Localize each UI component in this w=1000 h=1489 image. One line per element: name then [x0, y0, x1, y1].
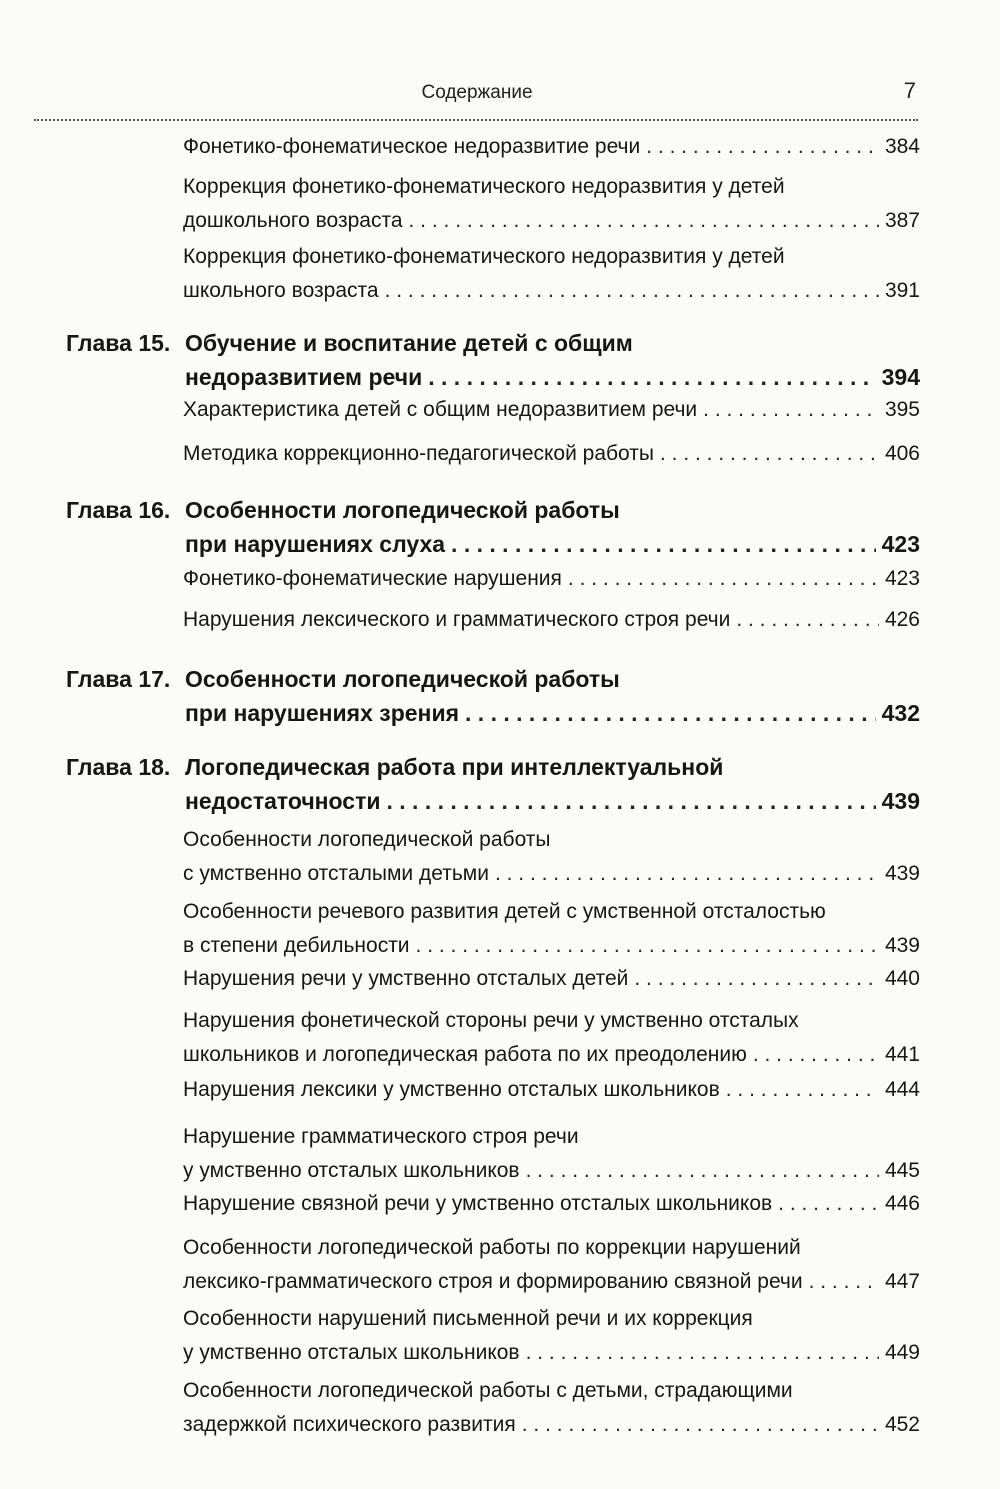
toc-page-number: 445 — [884, 1159, 920, 1182]
toc-page-number: 391 — [884, 279, 920, 302]
toc-section-entry — [183, 1004, 920, 1072]
toc-line — [185, 784, 920, 818]
toc-page-number: 447 — [884, 1270, 920, 1293]
toc-entry-title: Особенности логопедической работы с детьми, страдающими — [183, 1379, 793, 1402]
toc-line — [183, 603, 920, 637]
toc-entry-title: Нарушение грамматического строя речи — [183, 1125, 579, 1148]
toc-line — [183, 1073, 920, 1107]
toc-entry-title: недоразвитием речи — [185, 364, 423, 390]
toc-line — [183, 857, 920, 891]
toc-line — [183, 1154, 920, 1188]
chapter-title-block — [185, 493, 920, 561]
dot-leader — [736, 603, 879, 637]
toc-line — [183, 1408, 920, 1442]
toc-entry-title: с умственно отсталыми детьми — [183, 862, 489, 885]
toc-line — [185, 360, 920, 394]
header-rule — [34, 119, 918, 121]
toc-section-entry — [183, 895, 920, 963]
toc-entry-title: Особенности логопедической работы — [185, 497, 620, 523]
dot-leader — [495, 857, 879, 891]
toc-page-number: 423 — [884, 567, 920, 590]
dot-leader — [451, 527, 876, 561]
toc-line — [183, 1004, 920, 1038]
toc-line — [185, 750, 920, 784]
toc-chapter-entry — [66, 662, 920, 730]
dot-leader — [387, 784, 876, 818]
chapter-label: Глава 17. — [66, 666, 171, 692]
toc-line — [183, 130, 920, 164]
toc-entry-title: Особенности речевого развития детей с умственной отсталостью — [183, 900, 826, 923]
toc-section-entry — [183, 1073, 920, 1107]
toc-page-number: 439 — [884, 862, 920, 885]
toc-section-entry — [183, 1374, 920, 1442]
toc-entry-title: Нарушения лексики у умственно отсталых школьников — [183, 1078, 720, 1101]
dot-leader — [703, 393, 879, 427]
toc-entry-title: в степени дебильности — [183, 934, 410, 957]
toc-line — [183, 1374, 920, 1408]
toc-page-number: 444 — [884, 1078, 920, 1101]
dot-leader — [753, 1038, 879, 1072]
dot-leader — [634, 962, 879, 996]
toc-page-number: 446 — [884, 1192, 920, 1215]
toc-entry-title: при нарушениях зрения — [185, 700, 460, 726]
toc-section-entry — [183, 1302, 920, 1370]
toc-section-entry — [183, 562, 920, 596]
toc-entry-title: дошкольного возраста — [183, 209, 403, 232]
dot-leader — [522, 1408, 879, 1442]
dot-leader — [778, 1187, 879, 1221]
chapter-label: Глава 18. — [66, 754, 171, 780]
toc-line — [183, 1265, 920, 1299]
toc-line — [183, 562, 920, 596]
toc-entry-title: Нарушения фонетической стороны речи у умственно отсталых — [183, 1009, 799, 1032]
chapter-title-block — [185, 326, 920, 394]
toc-line — [183, 240, 920, 274]
dot-leader — [568, 562, 879, 596]
toc-line — [183, 823, 920, 857]
toc-page-number: 439 — [881, 788, 920, 814]
toc-page-number: 395 — [884, 398, 920, 421]
toc-entry-title: Нарушения лексического и грамматического строя речи — [183, 608, 731, 631]
toc-entry-title: Методика коррекционно-педагогической работы — [183, 442, 654, 465]
toc-line — [183, 962, 920, 996]
toc-section-entry — [183, 1120, 920, 1188]
dot-leader — [660, 437, 879, 471]
toc-line — [183, 170, 920, 204]
dot-leader — [428, 360, 875, 394]
toc-line — [183, 437, 920, 471]
toc-page-number: 452 — [884, 1413, 920, 1436]
toc-line — [183, 929, 920, 963]
dot-leader — [526, 1336, 879, 1370]
toc-page-number: 423 — [881, 531, 920, 557]
toc-entry-title: Фонетико-фонематическое недоразвитие речи — [183, 135, 641, 158]
toc-entry-title: у умственно отсталых школьников — [183, 1341, 520, 1364]
dot-leader — [809, 1265, 879, 1299]
toc-entry-title: Особенности логопедической работы — [183, 828, 551, 851]
toc-page-number: 387 — [884, 209, 920, 232]
toc-entry-title: Нарушения речи у умственно отсталых детей — [183, 967, 629, 990]
toc-page-number: 440 — [884, 967, 920, 990]
toc-line — [183, 1038, 920, 1072]
chapter-title-block — [185, 750, 920, 818]
dot-leader — [465, 696, 876, 730]
toc-page-number: 439 — [884, 934, 920, 957]
toc-page-number: 426 — [884, 608, 920, 631]
toc-entry-title: Особенности логопедической работы — [185, 666, 620, 692]
toc-section-entry — [183, 823, 920, 891]
toc-line — [185, 527, 920, 561]
toc-line — [183, 1120, 920, 1154]
toc-line — [183, 1336, 920, 1370]
toc-section-entry — [183, 240, 920, 308]
dot-leader — [726, 1073, 879, 1107]
toc-entry-title: недостаточности — [185, 788, 381, 814]
toc-section-entry — [183, 962, 920, 996]
toc-entry-title: лексико-грамматического строя и формированию связной речи — [183, 1270, 803, 1293]
chapter-title-block — [185, 662, 920, 730]
toc-line — [183, 204, 920, 238]
toc-entry-title: Особенности логопедической работы по коррекции нарушений — [183, 1236, 801, 1259]
running-header — [34, 78, 920, 112]
toc-line — [183, 274, 920, 308]
toc-page-number: 394 — [881, 364, 920, 390]
toc-section-entry — [183, 393, 920, 427]
toc-entry-title: у умственно отсталых школьников — [183, 1159, 520, 1182]
toc-page-number: 384 — [884, 135, 920, 158]
toc-section-entry — [183, 437, 920, 471]
toc-chapter-entry — [66, 326, 920, 394]
toc-entry-title: Коррекция фонетико-фонематического недоразвития у детей — [183, 175, 785, 198]
toc-section-entry — [183, 603, 920, 637]
toc-page-number: 441 — [884, 1043, 920, 1066]
dot-leader — [646, 130, 879, 164]
toc-entry-title: при нарушениях слуха — [185, 531, 446, 557]
toc-entry-title: Коррекция фонетико-фонематического недоразвития у детей — [183, 245, 785, 268]
dot-leader — [526, 1154, 879, 1188]
toc-page-number: 432 — [881, 700, 920, 726]
toc-entry-title: Нарушение связной речи у умственно отсталых школьников — [183, 1192, 773, 1215]
running-header-title: Содержание — [421, 82, 533, 103]
chapter-label: Глава 16. — [66, 497, 171, 523]
toc-entry-title: школьного возраста — [183, 279, 379, 302]
toc-section-entry — [183, 170, 920, 238]
toc-entry-title: Обучение и воспитание детей с общим — [185, 330, 633, 356]
toc-entry-title: задержкой психического развития — [183, 1413, 516, 1436]
toc-entry-title: школьников и логопедическая работа по их преодолению — [183, 1043, 747, 1066]
toc-line — [185, 696, 920, 730]
toc-line — [183, 1231, 920, 1265]
toc-line — [185, 493, 920, 527]
toc-chapter-entry — [66, 750, 920, 818]
toc-section-entry — [183, 130, 920, 164]
dot-leader — [416, 929, 879, 963]
toc-line — [183, 393, 920, 427]
toc-line — [183, 895, 920, 929]
toc-line — [185, 662, 920, 696]
toc-entry-title: Особенности нарушений письменной речи и их коррекция — [183, 1307, 753, 1330]
toc-section-entry — [183, 1231, 920, 1299]
toc-line — [185, 326, 920, 360]
toc-section-entry — [183, 1187, 920, 1221]
toc-line — [183, 1302, 920, 1336]
page-number: 7 — [903, 78, 916, 103]
dot-leader — [385, 274, 879, 308]
toc-entry-title: Фонетико-фонематические нарушения — [183, 567, 562, 590]
toc-line — [183, 1187, 920, 1221]
toc-entry-title: Логопедическая работа при интеллектуальной — [185, 754, 724, 780]
dot-leader — [409, 204, 879, 238]
toc-page-number: 406 — [884, 442, 920, 465]
chapter-label: Глава 15. — [66, 330, 171, 356]
toc-entry-title: Характеристика детей с общим недоразвитием речи — [183, 398, 698, 421]
toc-page-number: 449 — [884, 1341, 920, 1364]
toc-chapter-entry — [66, 493, 920, 561]
